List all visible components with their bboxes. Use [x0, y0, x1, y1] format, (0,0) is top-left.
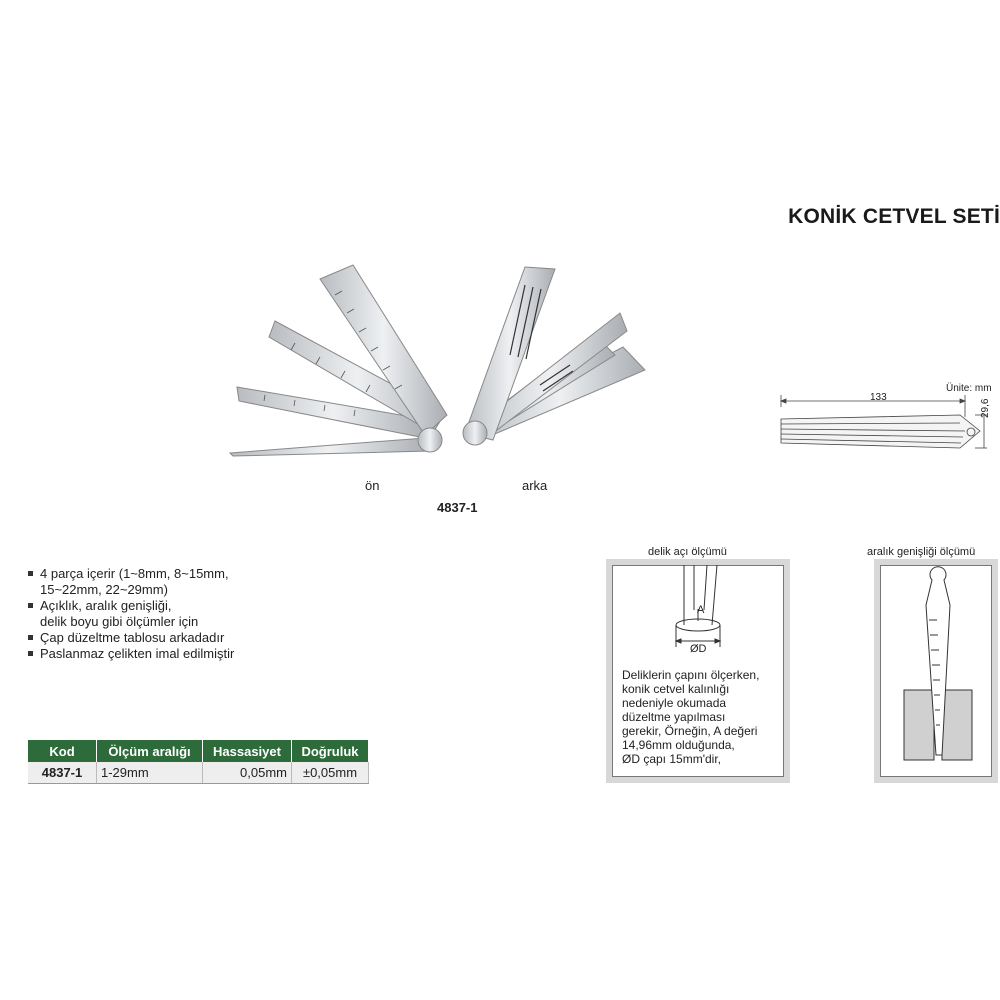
bullet-icon [28, 651, 33, 656]
hole-panel-title: delik açı ölçümü [648, 546, 727, 558]
feature-list [28, 566, 234, 662]
header-kod: Kod [28, 740, 97, 762]
bullet-icon [28, 571, 33, 576]
feature-item [28, 598, 234, 630]
table-row [28, 762, 369, 784]
cell-resolution: 0,05mm [203, 762, 292, 784]
product-photo [225, 255, 665, 465]
spec-table [28, 740, 369, 784]
feature-text: Paslanmaz çelikten imal edilmiştir [40, 646, 235, 661]
hole-label-d: ØD [690, 643, 707, 655]
bullet-icon [28, 635, 33, 640]
dimension-drawing [775, 395, 1000, 455]
table-header-row [28, 740, 369, 762]
header-range: Ölçüm aralığı [97, 740, 203, 762]
gap-diagram [880, 565, 990, 775]
cell-code: 4837-1 [28, 762, 97, 784]
cell-accuracy: ±0,05mm [292, 762, 369, 784]
front-view-gauges [230, 265, 447, 456]
back-view-gauges [463, 267, 645, 445]
bullet-icon [28, 603, 33, 608]
feature-text: Açıklık, aralık genişliği, delik boyu gibi ölçümler için [40, 598, 199, 629]
header-accuracy: Doğruluk [292, 740, 369, 762]
feature-item [28, 630, 234, 646]
hole-label-a: A [697, 604, 705, 616]
model-code: 4837-1 [437, 500, 478, 515]
unit-label: Ünite: mm [946, 383, 992, 394]
front-view-label: ön [365, 478, 380, 493]
hole-panel-text: Deliklerin çapını ölçerken, konik cetvel kalınlığı nedeniyle okumada düzeltme yapılması gerekir, Örneğin, A değeri 14,96mm olduğunda, ØD çapı 15mm'dir, [622, 668, 760, 766]
gap-panel-title: aralık genişliği ölçümü [867, 546, 976, 558]
header-resolution: Hassasiyet [203, 740, 292, 762]
cell-range: 1-29mm [97, 762, 203, 784]
width-dimension: 29,6 [980, 398, 991, 418]
feature-text: Çap düzeltme tablosu arkadadır [40, 630, 225, 645]
back-view-label: arka [522, 478, 548, 493]
feature-item [28, 566, 234, 598]
length-dimension: 133 [870, 392, 887, 403]
feature-text: 4 parça içerir (1~8mm, 8~15mm, 15~22mm, 22~29mm) [40, 566, 229, 597]
feature-item [28, 646, 234, 662]
page-title: KONİK CETVEL SETİ [788, 205, 1000, 228]
